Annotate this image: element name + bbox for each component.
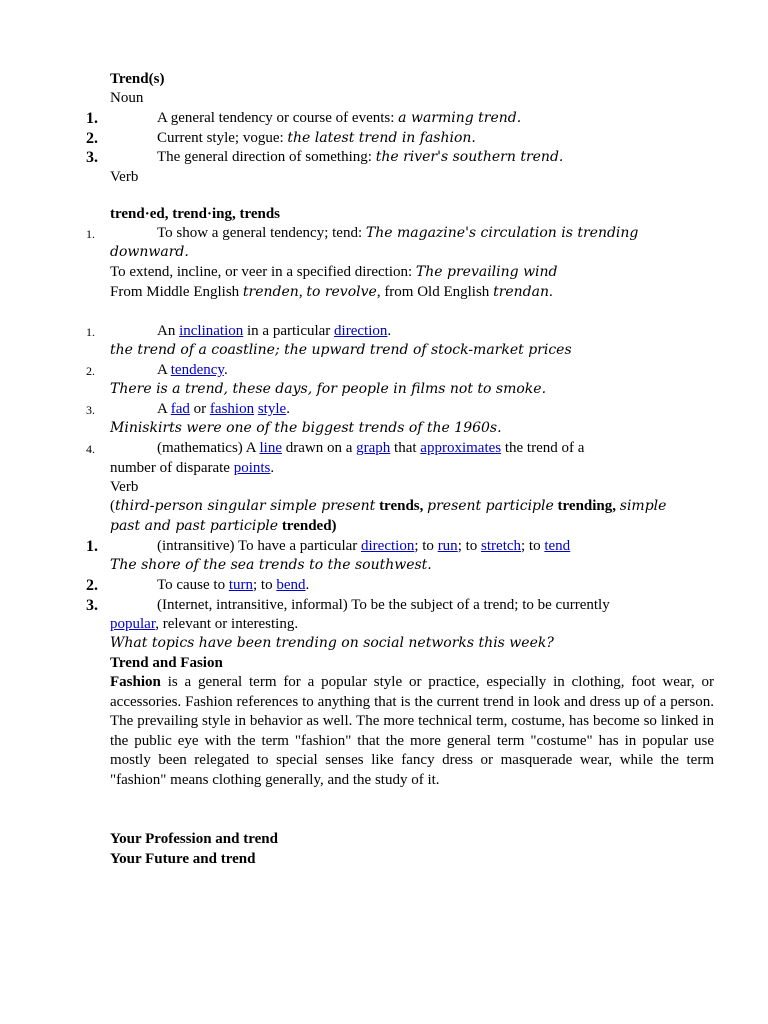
noun-def-1: A general tendency or course of events: a warming trend. xyxy=(157,110,522,126)
inflections: (third-person singular simple present trends, present participle trending, simple xyxy=(110,498,667,514)
def2-1-num: 1. xyxy=(86,325,95,339)
verb-label: Verb xyxy=(110,169,139,185)
vdef2-2: To cause to turn; to bend. xyxy=(157,577,310,593)
link-inclination[interactable]: inclination xyxy=(179,323,244,339)
noun-def-3: The general direction of something: the river's southern trend. xyxy=(157,149,564,165)
entry-title: Trend(s) xyxy=(110,71,165,87)
vdef2-2-num: 2. xyxy=(86,577,98,594)
noun-label: Noun xyxy=(110,90,144,106)
vdef2-1: (intransitive) To have a particular direction; to run; to stretch; to tend xyxy=(157,538,571,554)
noun-def-1-num: 1. xyxy=(86,110,98,127)
def2-2: A tendency. xyxy=(157,362,228,378)
def2-3: A fad or fashion style. xyxy=(157,401,290,417)
def2-3-example: Miniskirts were one of the biggest trends of the 1960s. xyxy=(110,420,502,436)
vdef2-1-example: The shore of the sea trends to the southwest. xyxy=(110,557,432,573)
link-direction[interactable]: direction xyxy=(334,323,388,339)
noun-def-2: Current style; vogue: the latest trend in fashion. xyxy=(157,130,476,146)
link-graph[interactable]: graph xyxy=(356,440,391,456)
vdef2-3-cont: popular, relevant or interesting. xyxy=(110,616,299,632)
link-direction-2[interactable]: direction xyxy=(361,538,415,554)
def2-4-num: 4. xyxy=(86,442,95,456)
vdef2-3-num: 3. xyxy=(86,597,98,614)
link-tendency[interactable]: tendency xyxy=(170,362,224,378)
link-points[interactable]: points xyxy=(233,460,271,476)
link-run[interactable]: run xyxy=(437,538,458,554)
link-bend[interactable]: bend xyxy=(276,577,306,593)
vdef2-1-num: 1. xyxy=(86,538,98,555)
vdef1-example-cont: downward. xyxy=(110,244,189,260)
def2-3-num: 3. xyxy=(86,403,95,417)
link-stretch[interactable]: stretch xyxy=(481,538,522,554)
etymology: From Middle English trenden, to revolve, from Old English trendan. xyxy=(110,284,553,300)
vdef-extend: To extend, incline, or veer in a specified direction: The prevailing wind xyxy=(110,264,558,280)
link-popular[interactable]: popular xyxy=(110,616,156,632)
link-tend[interactable]: tend xyxy=(544,538,571,554)
verb2-label: Verb xyxy=(110,479,139,495)
def2-1-example: the trend of a coastline; the upward trend of stock-market prices xyxy=(110,342,572,358)
vdef1-num: 1. xyxy=(86,227,95,241)
link-style[interactable]: style xyxy=(257,401,287,417)
future-heading: Your Future and trend xyxy=(110,851,256,867)
link-line[interactable]: line xyxy=(259,440,282,456)
verb-forms: trend·ed, trend·ing, trends xyxy=(110,206,281,222)
noun-def-3-num: 3. xyxy=(86,149,98,166)
fashion-heading: Trend and Fasion xyxy=(110,655,223,671)
link-fad[interactable]: fad xyxy=(170,401,190,417)
vdef2-3-example: What topics have been trending on social networks this week? xyxy=(110,635,554,651)
def2-4-cont: number of disparate points. xyxy=(110,460,275,476)
def2-4: (mathematics) A line drawn on a graph that approximates the trend of a xyxy=(157,440,585,456)
noun-def-2-num: 2. xyxy=(86,130,98,147)
def2-2-example: There is a trend, these days, for people in films not to smoke. xyxy=(110,381,547,397)
def2-2-num: 2. xyxy=(86,364,95,378)
link-approximates[interactable]: approximates xyxy=(420,440,502,456)
fashion-paragraph: Fashion is a general term for a popular style or practice, especially in clothing, foot wear, or accessories. Fashion references to anything that is the current trend in look and dress up of a person. The prevailing style in behavior as well. The more technical term, costume, has become so linked in the public eye with the term "fashion" that the more general term "costume" has in popular use mostly been relegated to special senses like fancy dress or masquerade wear, while the term "fashion" means clothing generally, and the study of it. xyxy=(110,674,714,788)
def2-1: An inclination in a particular direction. xyxy=(157,323,392,339)
inflections-cont: past and past participle trended) xyxy=(110,518,337,534)
link-turn[interactable]: turn xyxy=(228,577,254,593)
link-fashion[interactable]: fashion xyxy=(209,401,255,417)
vdef1: To show a general tendency; tend: The magazine's circulation is trending xyxy=(157,225,639,241)
profession-heading: Your Profession and trend xyxy=(110,831,278,847)
vdef2-3: (Internet, intransitive, informal) To be the subject of a trend; to be currently xyxy=(157,597,610,613)
